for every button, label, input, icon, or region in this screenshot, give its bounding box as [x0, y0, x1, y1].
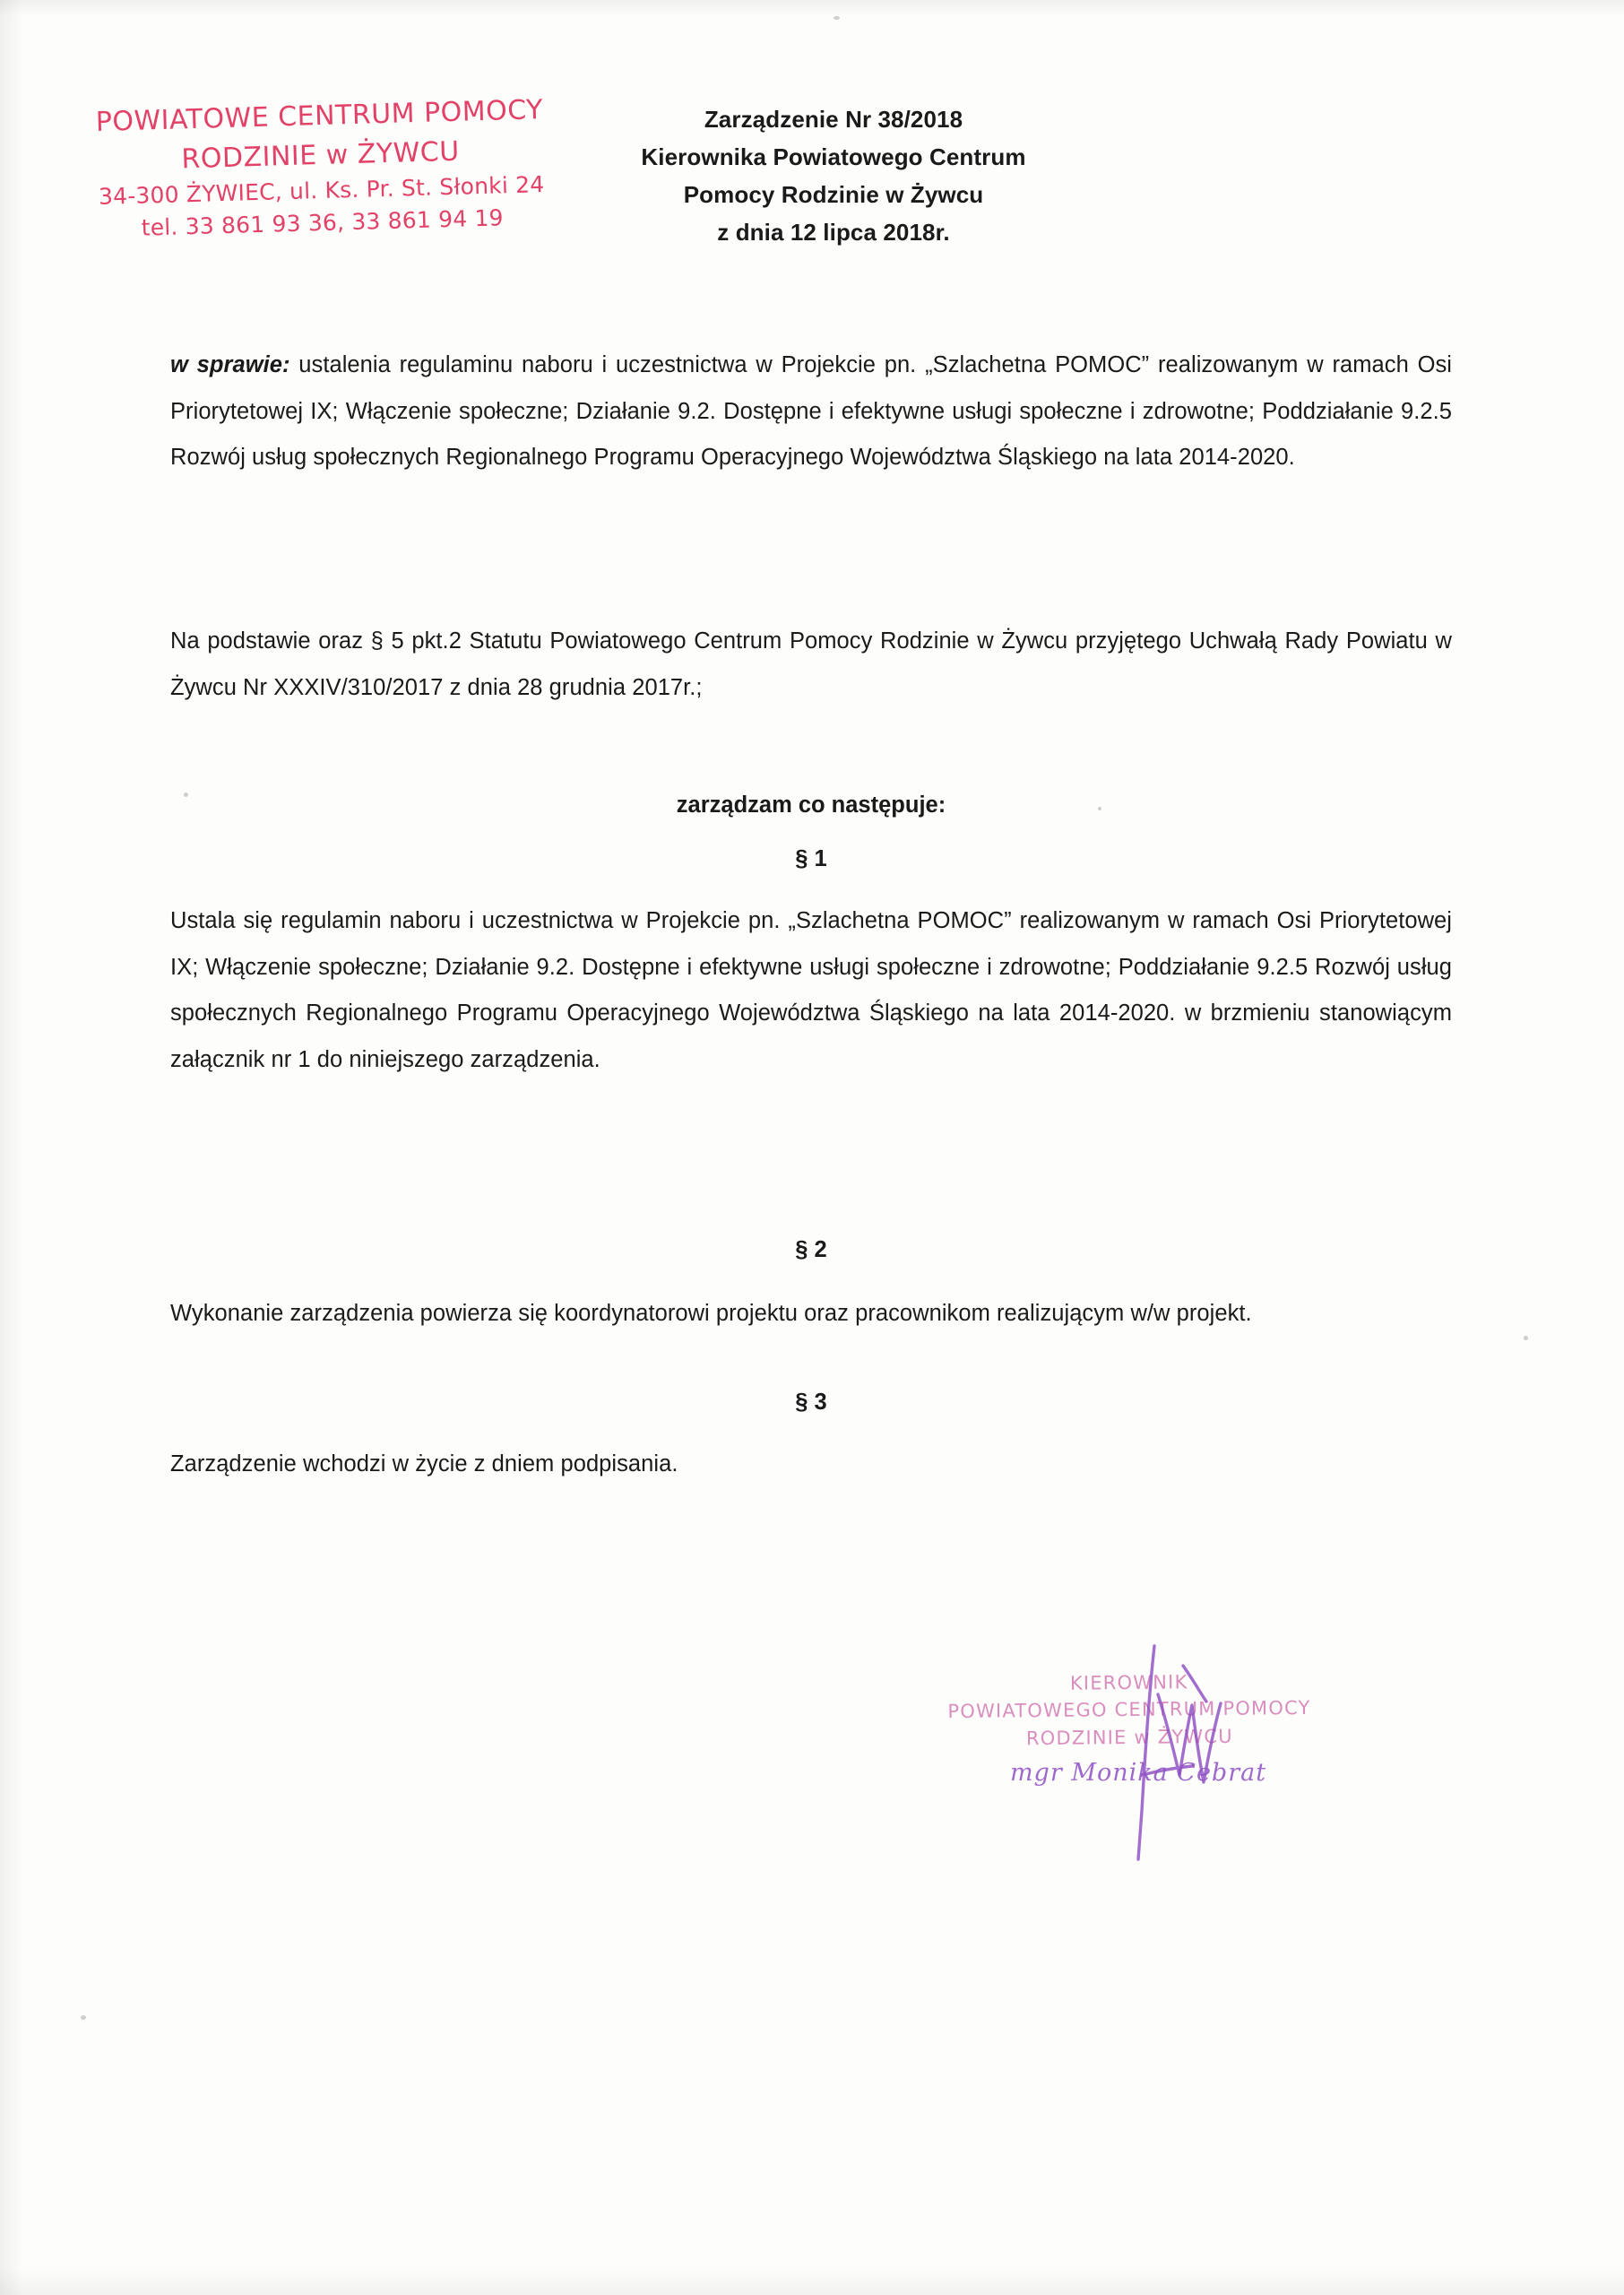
scan-speck	[1524, 1336, 1528, 1340]
scan-edge-shadow-bottom	[0, 2268, 1624, 2295]
paragraph-2-heading: § 2	[795, 1237, 827, 1262]
document-title-line-1: Zarządzenie Nr 38/2018	[704, 106, 963, 133]
organisation-stamp-line-3: 34-300 ŻYWIEC, ul. Ks. Pr. St. Słonki 24	[98, 171, 545, 210]
subject-label: w sprawie:	[170, 352, 290, 377]
scan-speck	[834, 16, 840, 20]
subject-text: ustalenia regulaminu naboru i uczestnictwa w Projekcie pn. „Szlachetna POMOC” realizowanym w ramach Osi Priorytetowej IX; Włączenie społeczne; Działanie 9.2. Dostępne i efektywne usługi społeczne i zdrowotne; Poddziałanie 9.2.5 Rozwój usług społecznych Regionalnego Programu Operacyjnego Województwa Śląskiego na lata 2014-2020.	[170, 352, 1452, 470]
signature-stamp-line-3: RODZINIE w ŻYWCU	[1025, 1725, 1233, 1750]
order-line: zarządzam co następuje:	[676, 792, 946, 818]
signature-stamp	[941, 1667, 1318, 1754]
paragraph-1-text: Ustala się regulamin naboru i uczestnictwa w Projekcie pn. „Szlachetna POMOC” realizowanym w ramach Osi Priorytetowej IX; Włączenie społeczne; Działanie 9.2. Dostępne i efektywne usługi społeczne i zdrowotne; Poddziałanie 9.2.5 Rozwój usług społecznych Regionalnego Programu Operacyjnego Województwa Śląskiego na lata 2014-2020. w brzmieniu stanowiącym załącznik nr 1 do niniejszego zarządzenia.	[170, 908, 1452, 1072]
paragraph-3-text: Zarządzenie wchodzi w życie z dniem podpisania.	[170, 1451, 678, 1477]
signature-name: mgr Monika Cebrat	[1009, 1759, 1267, 1787]
scan-edge-shadow-top	[0, 0, 1624, 16]
organisation-stamp-line-2: RODZINIE w ŻYWCU	[181, 135, 461, 175]
organisation-stamp	[86, 91, 556, 247]
scan-edge-shadow-left	[0, 0, 23, 2295]
subject-paragraph	[170, 342, 1452, 481]
legal-basis-paragraph: Na podstawie oraz § 5 pkt.2 Statutu Powiatowego Centrum Pomocy Rodzinie w Żywcu przyjętego Uchwałą Rady Powiatu w Żywcu Nr XXXIV/310/2017 z dnia 28 grudnia 2017r.;	[170, 628, 1452, 700]
signature-stamp-line-2: POWIATOWEGO CENTRUM POMOCY	[947, 1697, 1311, 1723]
signature-stamp-line-1: KIEROWNIK	[1069, 1671, 1188, 1694]
scan-speck	[81, 2015, 86, 2020]
organisation-stamp-line-4: tel. 33 861 93 36, 33 861 94 19	[141, 204, 505, 241]
organisation-stamp-line-1: POWIATOWE CENTRUM POMOCY	[95, 94, 544, 138]
paragraph-2-text: Wykonanie zarządzenia powierza się koordynatorowi projektu oraz pracownikom realizującym w/w projekt.	[170, 1301, 1252, 1326]
document-title-block	[529, 100, 1138, 251]
paragraph-3-heading: § 3	[795, 1390, 827, 1415]
document-title-line-3: Pomocy Rodzinie w Żywcu	[683, 181, 984, 209]
document-title-line-2: Kierownika Powiatowego Centrum	[641, 143, 1026, 171]
document-title-line-4: z dnia 12 lipca 2018r.	[717, 219, 950, 247]
signature-area	[941, 1650, 1353, 1874]
paragraph-1-heading: § 1	[795, 846, 827, 871]
